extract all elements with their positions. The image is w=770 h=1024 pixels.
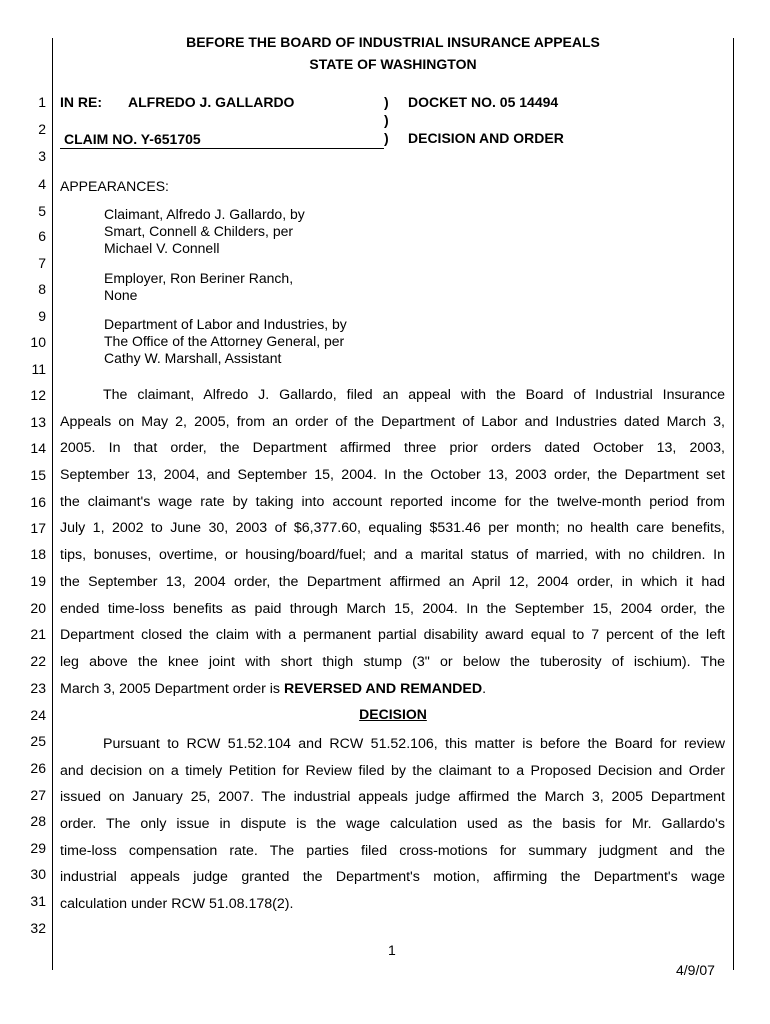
appearance-line: Smart, Connell & Childers, per — [104, 223, 294, 239]
line-number: 2 — [38, 121, 46, 137]
body-line: the September 13, 2004 order, the Department affirmed an April 12, 2004 order, in which it had — [60, 573, 725, 590]
right-margin-rule — [733, 38, 734, 970]
body-line: leg above the knee joint with short thigh stump (3" or below the tuberosity of ischium). The — [60, 653, 725, 670]
body-line: order. The only issue in dispute is the wage calculation used as the basis for Mr. Gallardo's — [60, 816, 725, 833]
line-number: 10 — [30, 334, 46, 350]
caption-paren-1: ) — [384, 94, 389, 110]
line-number: 27 — [30, 787, 46, 803]
body-line: issued on January 25, 2007. The industrial appeals judge affirmed the March 3, 2005 Department — [60, 789, 725, 806]
body-line: tips, bonuses, overtime, or housing/board/fuel; and a marital status of married, with no children. In — [60, 547, 725, 564]
remand-suffix: . — [482, 680, 487, 697]
remand-disposition: REVERSED AND REMANDED — [283, 680, 483, 697]
appearance-line: Employer, Ron Beriner Ranch, — [104, 270, 294, 286]
body-line: 2005. In that order, the Department affirmed three prior orders dated October 13, 2003, — [60, 440, 725, 457]
line-number: 1 — [38, 94, 46, 110]
board-title: BEFORE THE BOARD OF INDUSTRIAL INSURANCE APPEALS — [186, 34, 600, 50]
remand-prefix: March 3, 2005 Department order is — [60, 680, 284, 697]
in-re-label: IN RE: — [60, 94, 102, 110]
body-line: the claimant's wage rate by taking into account reported income for the twelve-month period from — [60, 493, 725, 510]
appearance-line: Cathy W. Marshall, Assistant — [104, 350, 282, 366]
document-title: DECISION AND ORDER — [408, 130, 564, 146]
claim-number: CLAIM NO. Y-651705 — [60, 131, 384, 149]
line-number: 32 — [30, 920, 46, 936]
decision-paragraph — [60, 731, 725, 918]
line-number: 8 — [38, 281, 46, 297]
line-number: 17 — [30, 520, 46, 536]
line-number: 4 — [38, 176, 46, 192]
line-number: 16 — [30, 494, 46, 510]
footer-date: 4/9/07 — [676, 962, 715, 978]
line-number: 6 — [38, 228, 46, 244]
line-number: 11 — [31, 361, 46, 377]
line-number: 31 — [30, 893, 46, 909]
docket-number: DOCKET NO. 05 14494 — [408, 94, 559, 110]
line-number: 5 — [38, 203, 46, 219]
body-line: July 1, 2002 to June 30, 2003 of $6,377.60, equaling $531.46 per month; no health care benefits, — [60, 520, 725, 537]
line-number: 21 — [30, 626, 46, 642]
party-name: ALFREDO J. GALLARDO — [128, 94, 295, 110]
line-number: 13 — [30, 414, 46, 430]
decision-heading-wrap — [52, 706, 734, 724]
line-number: 23 — [30, 680, 46, 696]
line-number: 18 — [30, 546, 46, 562]
line-number: 24 — [30, 707, 46, 723]
appearance-employer — [104, 270, 293, 304]
body-line-last: calculation under RCW 51.08.178(2). — [60, 896, 294, 913]
appearance-line: The Office of the Attorney General, per — [104, 333, 345, 349]
line-number: 26 — [30, 760, 46, 776]
body-line: Department closed the claim with a permanent partial disability award equal to 7 percent of the left — [60, 627, 725, 644]
body-line-last — [60, 676, 725, 703]
appearance-line: Claimant, Alfredo J. Gallardo, by — [104, 206, 305, 222]
line-number: 7 — [38, 255, 46, 271]
page-number: 1 — [388, 942, 396, 958]
line-number: 22 — [30, 653, 46, 669]
appearance-claimant — [104, 206, 305, 257]
caption-paren-3: ) — [384, 130, 389, 146]
appearance-line: Michael V. Connell — [104, 240, 220, 256]
decision-heading: DECISION — [359, 706, 427, 722]
line-number: 30 — [30, 866, 46, 882]
line-number: 14 — [30, 440, 46, 456]
body-line: Appeals on May 2, 2005, from an order of the Department of Labor and Industries dated March 3, — [60, 413, 725, 430]
caption-paren-2: ) — [384, 112, 389, 128]
body-line: ended time-loss benefits as paid through March 15, 2004. In the September 15, 2004 order, the — [60, 600, 725, 617]
body-line: The claimant, Alfredo J. Gallardo, filed an appeal with the Board of Industrial Insurance — [103, 387, 725, 403]
left-margin-rule — [52, 38, 53, 970]
intro-paragraph — [60, 382, 725, 702]
body-line: September 13, 2004, and September 15, 2004. In the October 13, 2003 order, the Department set — [60, 467, 725, 484]
line-number: 9 — [38, 308, 46, 324]
line-number: 29 — [30, 840, 46, 856]
line-number: 19 — [30, 573, 46, 589]
appearance-department — [104, 316, 347, 367]
appearance-line: None — [104, 287, 138, 303]
line-number: 25 — [30, 733, 46, 749]
state-title: STATE OF WASHINGTON — [309, 56, 477, 72]
appearance-line: Department of Labor and Industries, by — [104, 316, 347, 332]
line-number: 12 — [30, 387, 46, 403]
body-line: time-loss compensation rate. The parties filed cross-motions for summary judgment and the — [60, 842, 725, 859]
body-line: and decision on a timely Petition for Review filed by the claimant to a Proposed Decision and Order — [60, 762, 725, 779]
line-number: 20 — [30, 600, 46, 616]
appearances-heading: APPEARANCES: — [60, 178, 169, 194]
body-line: industrial appeals judge granted the Department's motion, affirming the Department's wage — [60, 869, 725, 886]
line-number: 3 — [38, 148, 46, 164]
line-number: 28 — [30, 813, 46, 829]
line-number: 15 — [30, 467, 46, 483]
body-line: Pursuant to RCW 51.52.104 and RCW 51.52.106, this matter is before the Board for review — [103, 736, 725, 752]
